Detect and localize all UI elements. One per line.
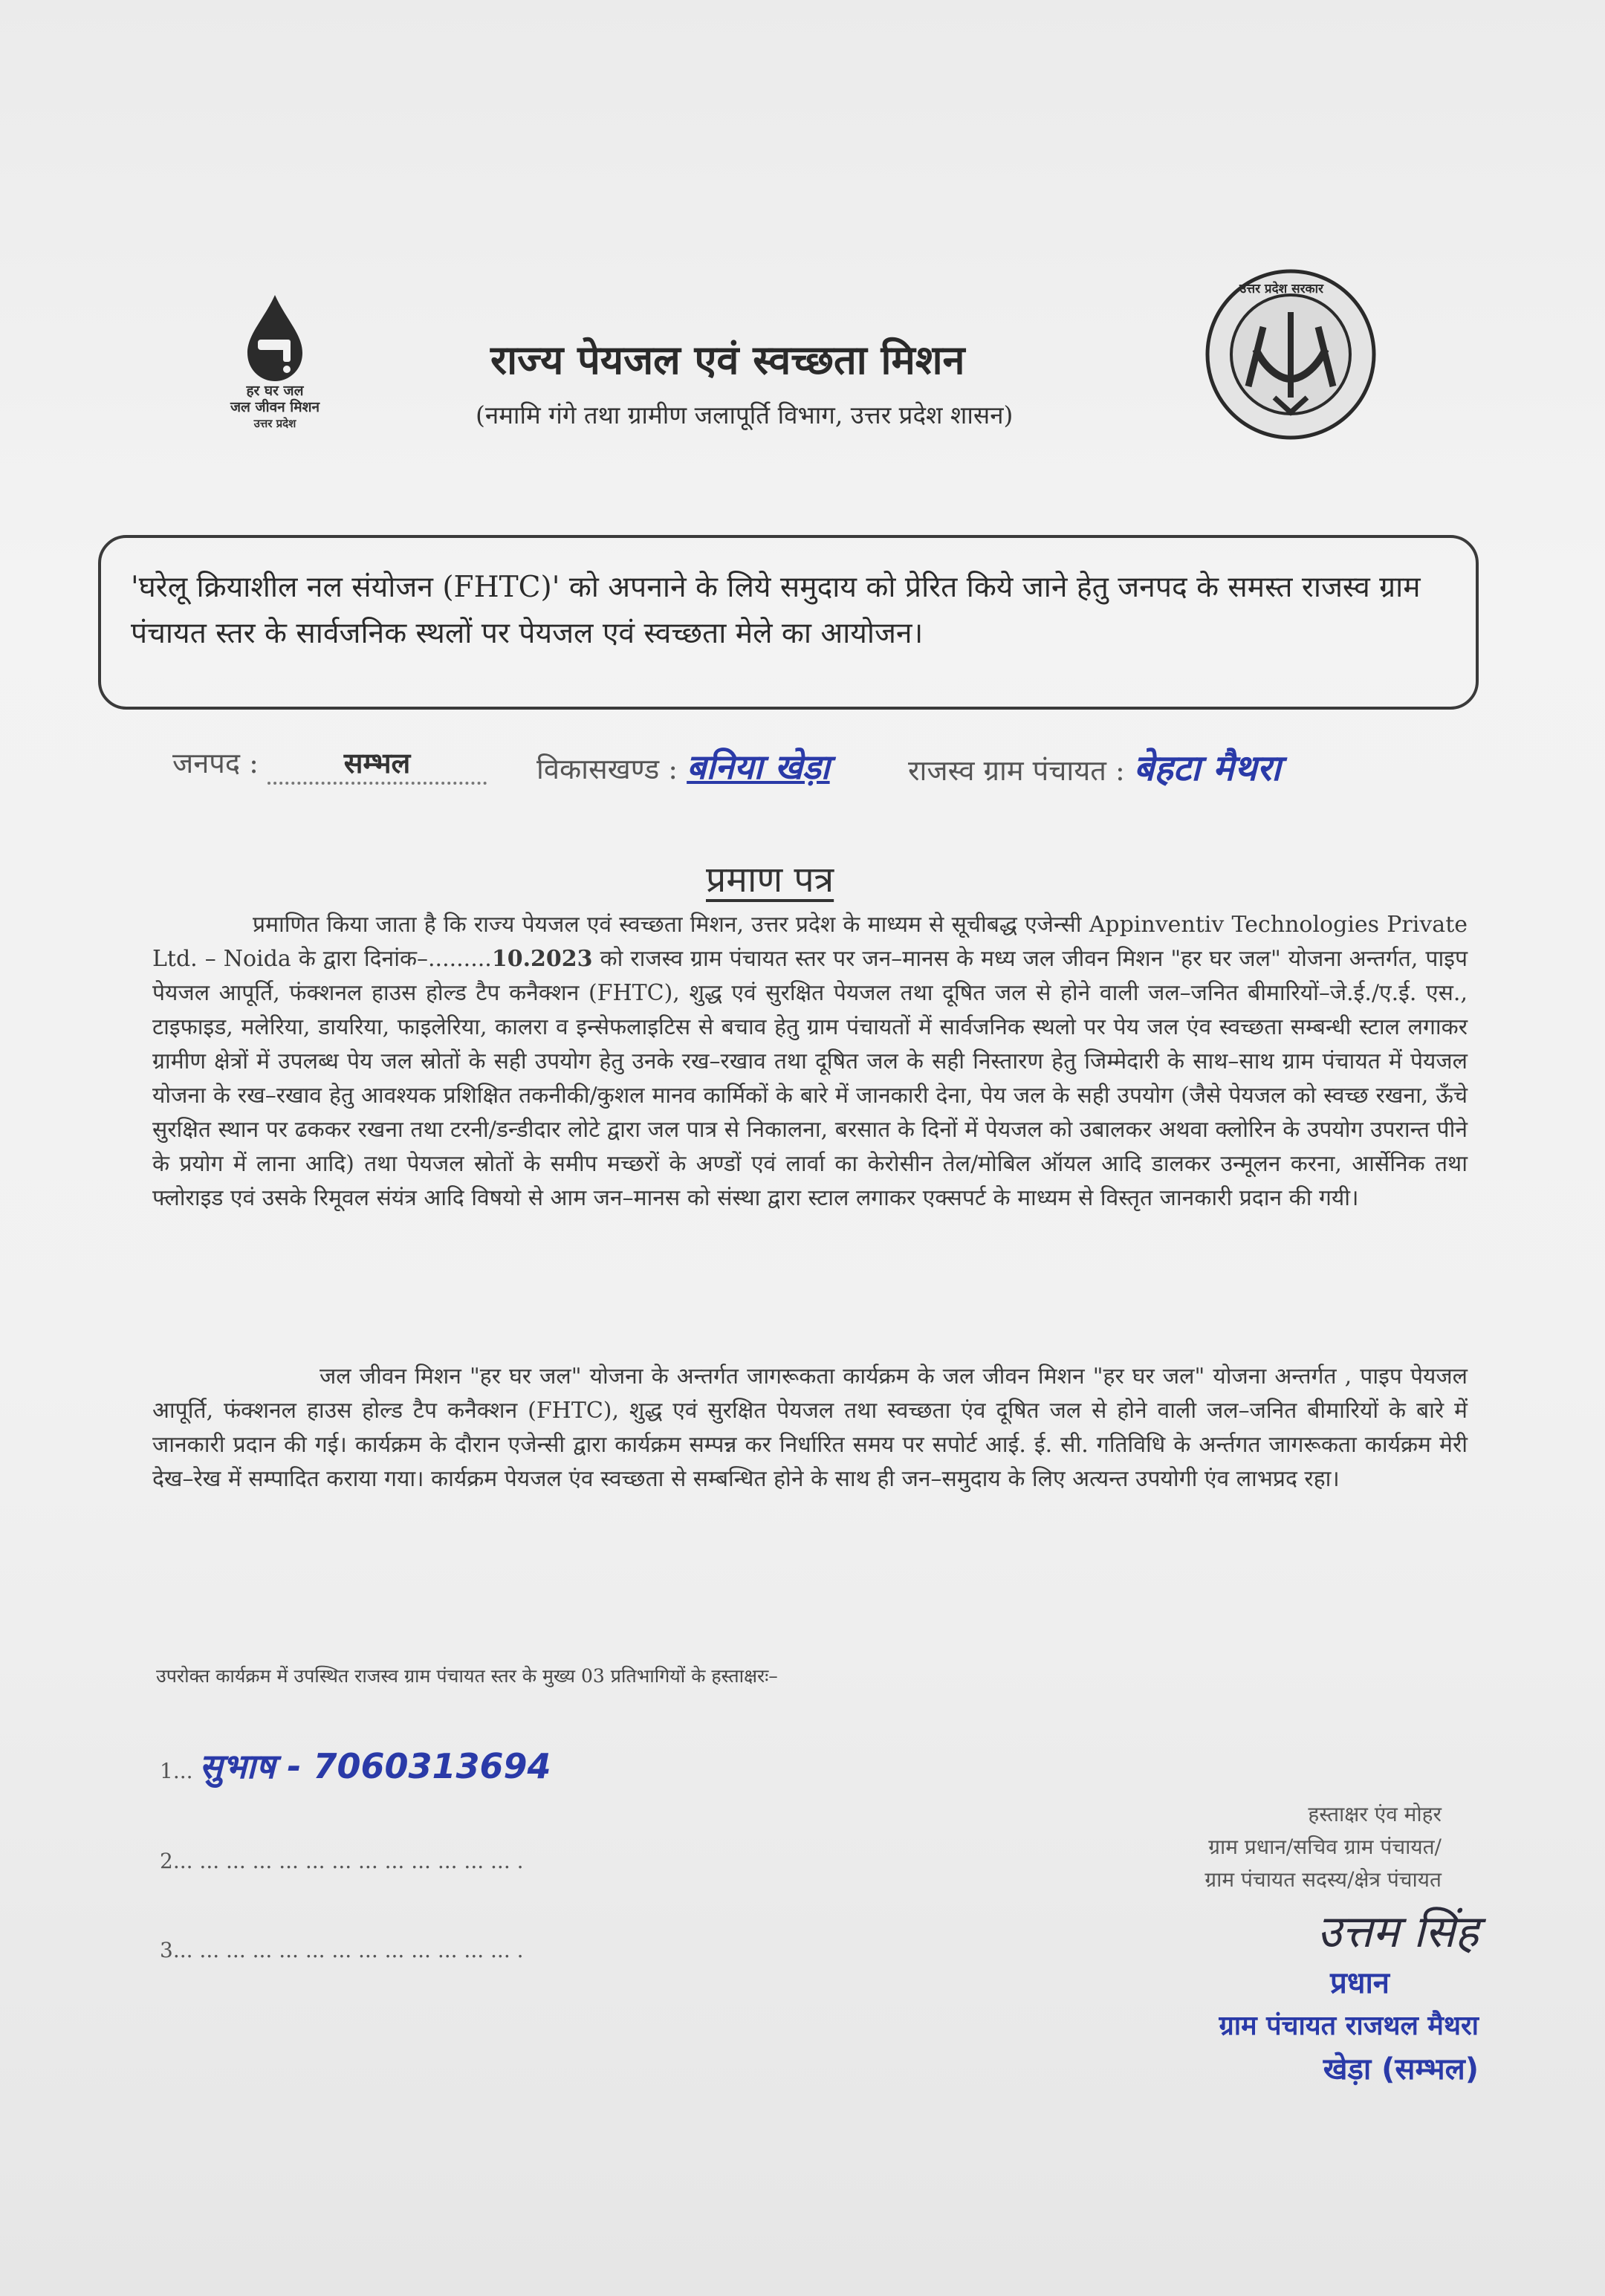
har-ghar-jal-logo xyxy=(201,294,349,442)
participant-signature-2: 2... ... ... ... ... ... ... ... ... ... ... ... ... . xyxy=(160,1849,524,1873)
stamp-line-2: ग्राम पंचायत राजथल मैथरा xyxy=(1219,2011,1479,2041)
signature-1-value: सुभाष - 7060313694 xyxy=(199,1746,551,1786)
event-banner-box xyxy=(98,535,1479,710)
stamp-line-1: प्रधान xyxy=(1330,1966,1390,2000)
event-banner-text: 'घरेलू क्रियाशील नल संयोजन (FHTC)' को अपनाने के लिये समुदाय को प्रेरित किये जाने हेतु जनपद के समस्त राजस्व ग्राम पंचायत स्तर के सार्वजनिक स्थलों पर पेयजल एवं स्वच्छता मेले का आयोजन। xyxy=(131,571,1421,650)
logo-text-line-3: उत्तर प्रदेश xyxy=(253,417,296,430)
water-drop-tap-icon xyxy=(241,294,308,383)
logo-text-line-2: जल जीवन मिशन xyxy=(230,399,320,415)
up-government-emblem xyxy=(1204,267,1378,442)
panchayat-value: बेहटा मैथरा xyxy=(1133,748,1281,789)
block-value: बनिया खेड़ा xyxy=(687,747,830,787)
pradhan-signature: उत्तम सिंह xyxy=(1317,1906,1479,1958)
paragraph-2-text: जल जीवन मिशन "हर घर जल" योजना के अन्तर्गत जागरूकता कार्यक्रम के जल जीवन मिशन "हर घर जल" योजना अन्तर्गत , पाइप पेयजल आपूर्ति, फंक्शनल हाउस होल्ड टैप कनैक्शन (FHTC), शुद्ध एवं सुरक्षित पेयजल तथा स्वच्छता एंव दूषित जल से होने वाली जल–जनित बीमारियों के बारे में जानकारी प्रदान की गई। कार्यक्रम के दौरान एजेन्सी द्वारा कार्यक्रम सम्पन्न कर निर्धारित समय पर सपोर्ट आई. ई. सी. गतिविधि के अर्न्तगत जागरूकता कार्यक्रम मेरी देख–रेख में सम्पादित कराया गया। कार्यक्रम पेयजल एंव स्वच्छता से सम्बन्धित होने के साथ ही जन–समुदाय के लिए अत्यन्त उपयोगी एंव लाभप्रद रहा। xyxy=(152,1363,1468,1492)
district-field xyxy=(172,743,487,785)
signature-1-prefix: 1... xyxy=(160,1759,193,1783)
certificate-paragraph-2 xyxy=(152,1360,1468,1496)
certificate-paragraph-1 xyxy=(152,908,1468,1216)
participants-intro: उपरोक्त कार्यक्रम में उपस्थित राजस्व ग्राम पंचायत स्तर के मुख्य 03 प्रतिभागियों के हस्ताक्षरः– xyxy=(156,1665,778,1687)
page-title: राज्य पेयजल एवं स्वच्छता मिशन xyxy=(490,336,965,383)
paragraph-1-part-b: को राजस्व ग्राम पंचायत स्तर पर जन–मानस के मध्य जल जीवन मिशन "हर घर जल" योजना अन्तर्गत, पाइप पेयजल आपूर्ति, फंक्शनल हाउस होल्ड टैप कनैक्शन (FHTC), शुद्ध एवं सुरक्षित पेयजल तथा दूषित जल से होने वाली जल–जनित बीमारियों–जे.ई./ए.ई. एस., टाइफाइड, मलेरिया, डायरिया, फाइलेरिया, कालरा व इन्सेफलाइटिस से बचाव हेतु ग्राम पंचायतों में सार्वजनिक स्थलो पर पेय जल एंव स्वच्छता सम्बन्धी स्टाल लगाकर ग्रामीण क्षेत्रों में उपलब्ध पेय जल स्रोतों के सही उपयोग हेतु उनके रख–रखाव तथा दूषित जल के सही निस्तारण हेतु जिम्मेदारी के साथ–साथ ग्राम पंचायत में पेयजल योजना के रख–रखाव हेतु आवश्यक प्रशिक्षित तकनीकी/कुशल मानव कार्मिकों के बारे में जानकारी देना, पेय जल के सही उपयोग (जैसे पेयजल को स्वच्छ रखना, ऊँचे सुरक्षित स्थान पर ढककर रखना तथा टरनी/डन्डीदार लोटे द्वारा जल पात्र से निकालना, बरसात के दिनों में पेयजल को उबालकर अथवा क्लोरिन के उपयोग उपरान्त पीने के प्रयोग में लाना आदि) तथा पेयजल स्रोतों के समीप मच्छरों के अण्डों एवं लार्वा का केरोसीन तेल/मोबिल ऑयल आदि डालकर उन्मूलन करना, आर्सेनिक तथा फ्लोराइड एवं उसके रिमूवल संयंत्र आदि विषयो से आम जन–मानस को संस्था द्वारा स्टाल लगाकर एक्सपर्ट के माध्यम से विस्तृत जानकारी प्रदान की गयी। xyxy=(152,946,1468,1211)
block-label: विकासखण्ड : xyxy=(536,753,678,785)
emblem-text: उत्तर प्रदेश सरकार xyxy=(1239,282,1323,296)
paragraph-1-part-a: प्रमाणित किया जाता है कि राज्य पेयजल एवं स्वच्छता मिशन, उत्तर प्रदेश के माध्यम से सूचीबद्ध एजेन्सी Appinventiv Technologies Private Ltd. – Noida के द्वारा दिनांक–......... xyxy=(152,912,1468,972)
participant-signature-1 xyxy=(160,1742,551,1789)
page-subtitle: (नमामि गंगे तथा ग्रामीण जलापूर्ति विभाग, उत्तर प्रदेश शासन) xyxy=(476,400,1014,429)
district-value: सम्भल xyxy=(343,746,411,779)
stamp-line-3: खेड़ा (सम्भल) xyxy=(1323,2052,1479,2086)
authority-label-2: ग्राम प्रधान/सचिव ग्राम पंचायत/ xyxy=(1208,1835,1442,1859)
panchayat-label: राजस्व ग्राम पंचायत : xyxy=(908,754,1125,787)
authority-label-3: ग्राम पंचायत सदस्य/क्षेत्र पंचायत xyxy=(1204,1867,1442,1892)
certificate-title: प्रमाण पत्र xyxy=(706,859,834,901)
logo-text-line-1: हर घर जल xyxy=(246,383,304,399)
block-field xyxy=(536,743,830,789)
district-label: जनपद : xyxy=(172,747,259,779)
participant-signature-3: 3... ... ... ... ... ... ... ... ... ... ... ... ... . xyxy=(160,1938,524,1962)
pradhan-stamp xyxy=(1040,1902,1479,2091)
panchayat-field xyxy=(908,743,1281,791)
event-date: 10.2023 xyxy=(491,946,593,972)
authority-label xyxy=(1025,1798,1442,1896)
authority-label-1: हस्ताक्षर एंव मोहर xyxy=(1308,1802,1442,1826)
district-value-wrapper xyxy=(268,743,487,785)
